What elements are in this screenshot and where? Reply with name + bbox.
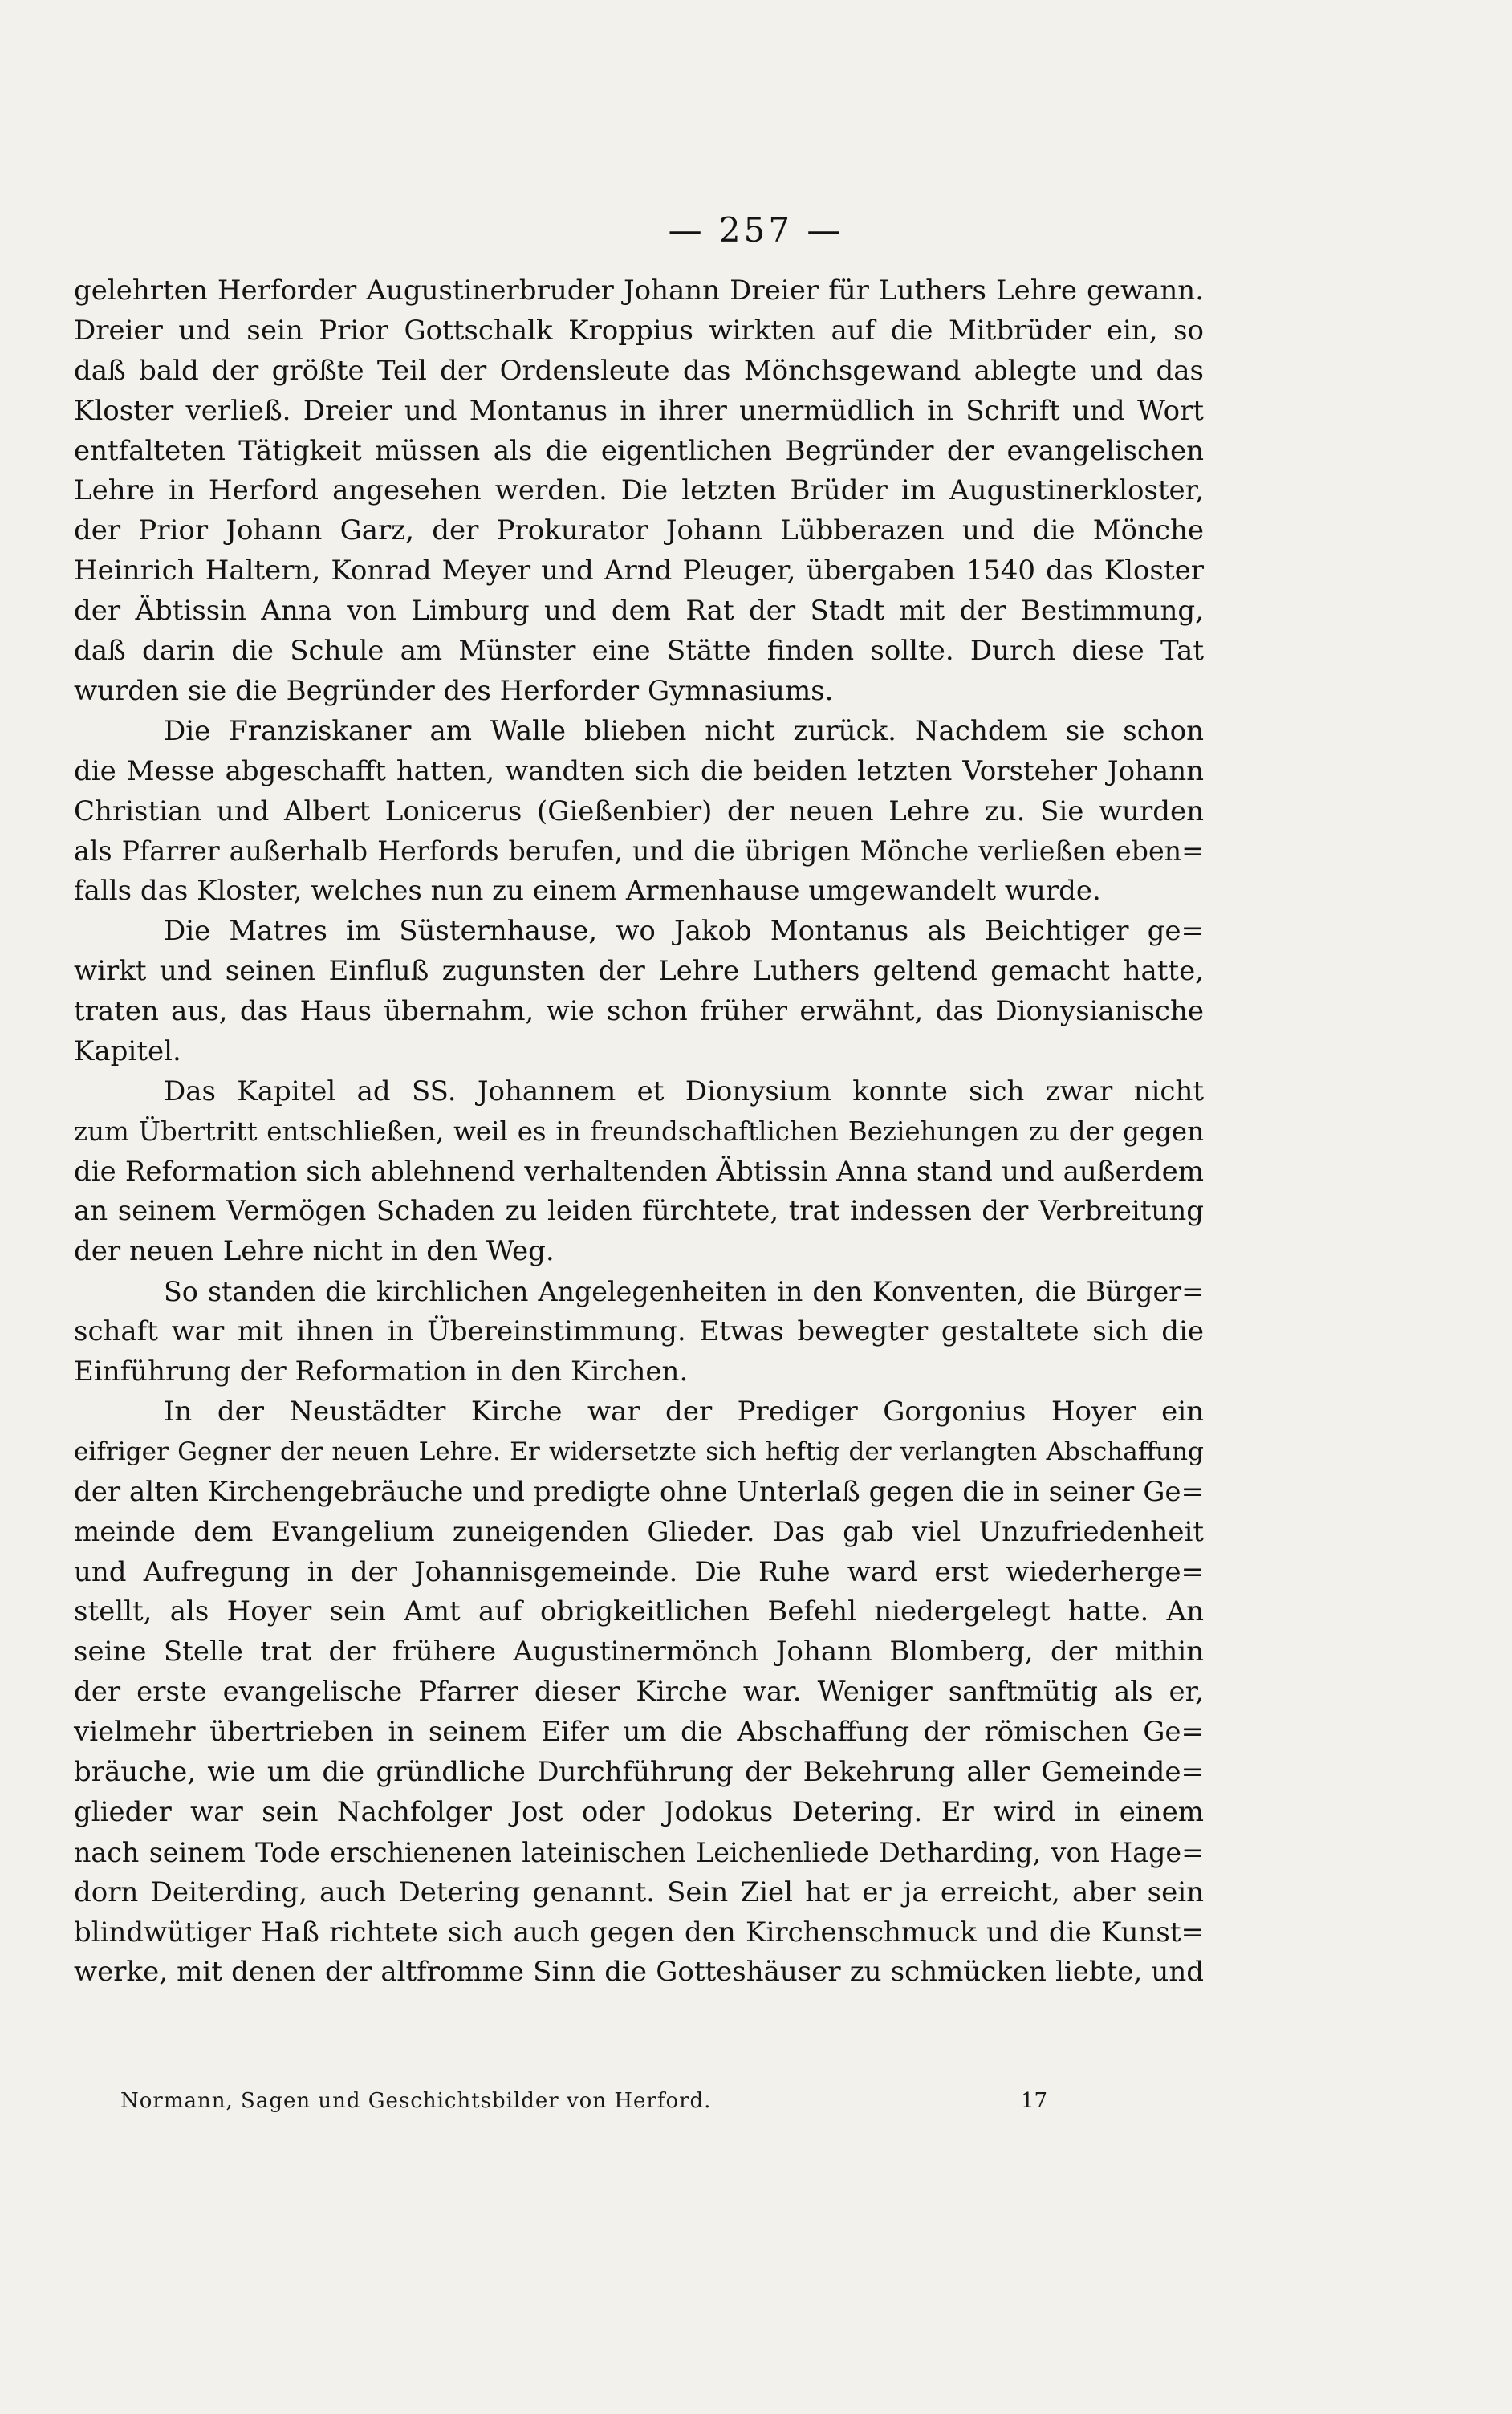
text-line: Die Matres im Süsternhause, wo Jakob Montanus als Beichtiger ge= (164, 915, 1204, 948)
text-line: wurden sie die Begründer des Herforder Gymnasiums. (74, 674, 834, 707)
text-line: stellt, als Hoyer sein Amt auf obrigkeitlichen Befehl niedergelegt hatte. An (74, 1595, 1204, 1628)
text-line: seine Stelle trat der frühere Augustinermönch Johann Blomberg, der mithin (74, 1636, 1204, 1668)
text-line: zum Übertritt entschließen, weil es in freundschaftlichen Beziehungen zu der gegen (74, 1116, 1204, 1147)
text-line: Christian und Albert Lonicerus (Gießenbier) der neuen Lehre zu. Sie wurden (74, 795, 1204, 827)
body-text (74, 271, 1204, 1993)
text-line: Das Kapitel ad SS. Johannem et Dionysium konnte sich zwar nicht (164, 1075, 1204, 1107)
text-line: vielmehr übertrieben in seinem Eifer um die Abschaffung der römischen Ge= (74, 1716, 1204, 1749)
text-line: als Pfarrer außerhalb Herfords berufen, und die übrigen Mönche verließen eben= (74, 835, 1204, 868)
text-line: die Reformation sich ablehnend verhaltenden Äbtissin Anna stand und außerdem (74, 1155, 1204, 1188)
text-line: die Messe abgeschafft hatten, wandten sich die beiden letzten Vorsteher Johann (74, 754, 1204, 787)
text-line: Heinrich Haltern, Konrad Meyer und Arnd Pleuger, übergaben 1540 das Kloster (74, 555, 1204, 587)
text-line: falls das Kloster, welches nun zu einem Armenhause umgewandelt wurde. (74, 875, 1101, 908)
text-line: der Prior Johann Garz, der Prokurator Johann Lübberazen und die Mönche (74, 514, 1204, 547)
text-line: bräuche, wie um die gründliche Durchführung der Bekehrung aller Gemeinde= (74, 1755, 1204, 1788)
text-line: blindwütiger Haß richtete sich auch gegen den Kirchenschmuck und die Kunst= (74, 1916, 1204, 1949)
page-number: — 257 — (668, 210, 844, 250)
text-line: daß bald der größte Teil der Ordensleute das Mönchsgewand ablegte und das (74, 354, 1204, 387)
text-line: und Aufregung in der Johannisgemeinde. Die Ruhe ward erst wiederherge= (74, 1555, 1204, 1588)
text-line: entfalteten Tätigkeit müssen als die eigentlichen Begründer der evangelischen (74, 434, 1204, 467)
text-line: nach seinem Tode erschienenen lateinischen Leichenliede Detharding, von Hage= (74, 1836, 1204, 1868)
text-line: meinde dem Evangelium zuneigenden Glieder. Das gab viel Unzufriedenheit (74, 1515, 1204, 1548)
text-line: der Äbtissin Anna von Limburg und dem Rat der Stadt mit der Bestimmung, (74, 595, 1204, 628)
text-line: dorn Deiterding, auch Detering genannt. Sein Ziel hat er ja erreicht, aber sein (74, 1876, 1204, 1908)
text-line: In der Neustädter Kirche war der Prediger Gorgonius Hoyer ein (164, 1395, 1204, 1428)
text-line: Kloster verließ. Dreier und Montanus in ihrer unermüdlich in Schrift und Wort (74, 394, 1204, 427)
text-line: glieder war sein Nachfolger Jost oder Jodokus Detering. Er wird in einem (74, 1795, 1204, 1828)
text-line: traten aus, das Haus übernahm, wie schon früher erwähnt, das Dionysianische (74, 995, 1204, 1028)
text-line: schaft war mit ihnen in Übereinstimmung. Etwas bewegter gestaltete sich die (74, 1315, 1204, 1348)
text-line: Dreier und sein Prior Gottschalk Kroppius wirkten auf die Mitbrüder ein, so (74, 314, 1204, 347)
text-line: der alten Kirchengebräuche und predigte ohne Unterlaß gegen die in seiner Ge= (74, 1475, 1204, 1508)
text-line: der erste evangelische Pfarrer dieser Kirche war. Weniger sanftmütig als er, (74, 1676, 1204, 1709)
footer-source: Normann, Sagen und Geschichtsbilder von Herford. (120, 2089, 712, 2113)
sheet-signature: 17 (1021, 2089, 1048, 2113)
text-line: Einführung der Reformation in den Kirchen. (74, 1355, 689, 1388)
text-line: Die Franziskaner am Walle blieben nicht zurück. Nachdem sie schon (164, 714, 1204, 747)
text-line: eifriger Gegner der neuen Lehre. Er widersetzte sich heftig der verlangten Abschaffung (74, 1437, 1204, 1466)
text-line: wirkt und seinen Einfluß zugunsten der Lehre Luthers geltend gemacht hatte, (74, 955, 1204, 988)
text-line: werke, mit denen der altfromme Sinn die Gotteshäuser zu schmücken liebte, und (74, 1956, 1204, 1989)
text-line: gelehrten Herforder Augustinerbruder Johann Dreier für Luthers Lehre gewann. (74, 274, 1204, 307)
text-line: Lehre in Herford angesehen werden. Die letzten Brüder im Augustinerkloster, (74, 474, 1204, 507)
text-line: daß darin die Schule am Münster eine Stätte finden sollte. Durch diese Tat (74, 635, 1204, 668)
text-line: Kapitel. (74, 1034, 181, 1067)
text-line: So standen die kirchlichen Angelegenheiten in den Konventen, die Bürger= (164, 1276, 1204, 1308)
text-line: an seinem Vermögen Schaden zu leiden fürchtete, trat indessen der Verbreitung (74, 1195, 1204, 1228)
text-line: der neuen Lehre nicht in den Weg. (74, 1235, 555, 1268)
